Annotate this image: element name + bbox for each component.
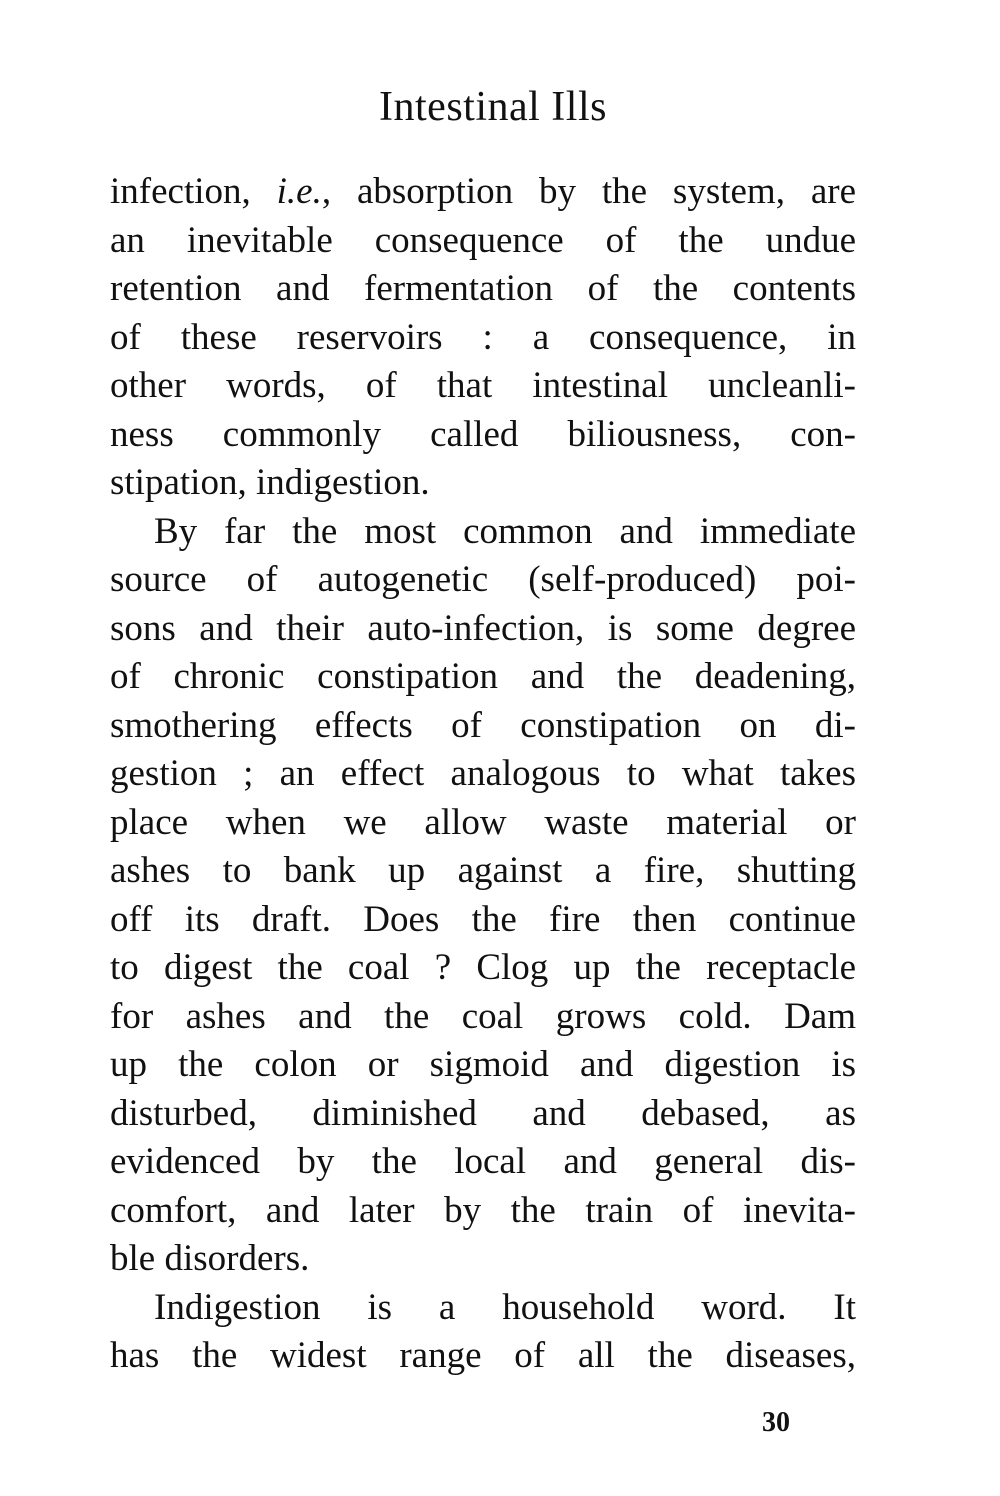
text-line: for ashes and the coal grows cold. Dam (110, 995, 856, 1037)
text-line: of chronic constipation and the deadening, (110, 656, 856, 697)
text-line: up the colon or sigmoid and digestion is (110, 1044, 856, 1085)
paragraph-1 (110, 168, 856, 508)
text-line: ble disorders. (110, 1238, 310, 1279)
body-text (110, 168, 856, 1381)
text-line: of these reservoirs : a consequence, in (110, 316, 856, 358)
text-line: evidenced by the local and general dis- (110, 1141, 856, 1182)
text-line: an inevitable consequence of the undue (110, 219, 856, 261)
paragraph-2 (110, 508, 856, 1284)
text-line: has the widest range of all the diseases, (110, 1335, 856, 1376)
text-line: place when we allow waste material or (110, 801, 856, 843)
text-line: sons and their auto-infection, is some degree (110, 607, 856, 649)
running-title: Intestinal Ills (379, 84, 607, 130)
text-line: Indigestion is a household word. It (154, 1286, 856, 1328)
text-line: ness commonly called biliousness, con- (110, 413, 856, 455)
text-line: retention and fermentation of the contents (110, 268, 856, 309)
text-line: comfort, and later by the train of inevita- (110, 1189, 856, 1231)
text-line: By far the most common and immediate (154, 510, 856, 552)
text-line: to digest the coal ? Clog up the receptacle (110, 947, 856, 988)
text-line: stipation, indigestion. (110, 462, 430, 503)
text-line: ashes to bank up against a fire, shutting (110, 850, 856, 891)
italic-abbreviation: i.e. (276, 171, 322, 212)
text-line: disturbed, diminished and debased, as (110, 1092, 856, 1134)
paragraph-3 (110, 1284, 856, 1381)
text-line: off its draft. Does the fire then continue (110, 898, 856, 940)
text-line: smothering effects of constipation on di- (110, 704, 856, 746)
text-line: other words, of that intestinal uncleanli- (110, 365, 856, 406)
text-line: source of autogenetic (self-produced) poi- (110, 559, 856, 600)
page-number: 30 (762, 1407, 790, 1438)
text-line: gestion ; an effect analogous to what takes (110, 753, 856, 794)
text-line: infection, i.e., absorption by the system, are (110, 171, 856, 212)
